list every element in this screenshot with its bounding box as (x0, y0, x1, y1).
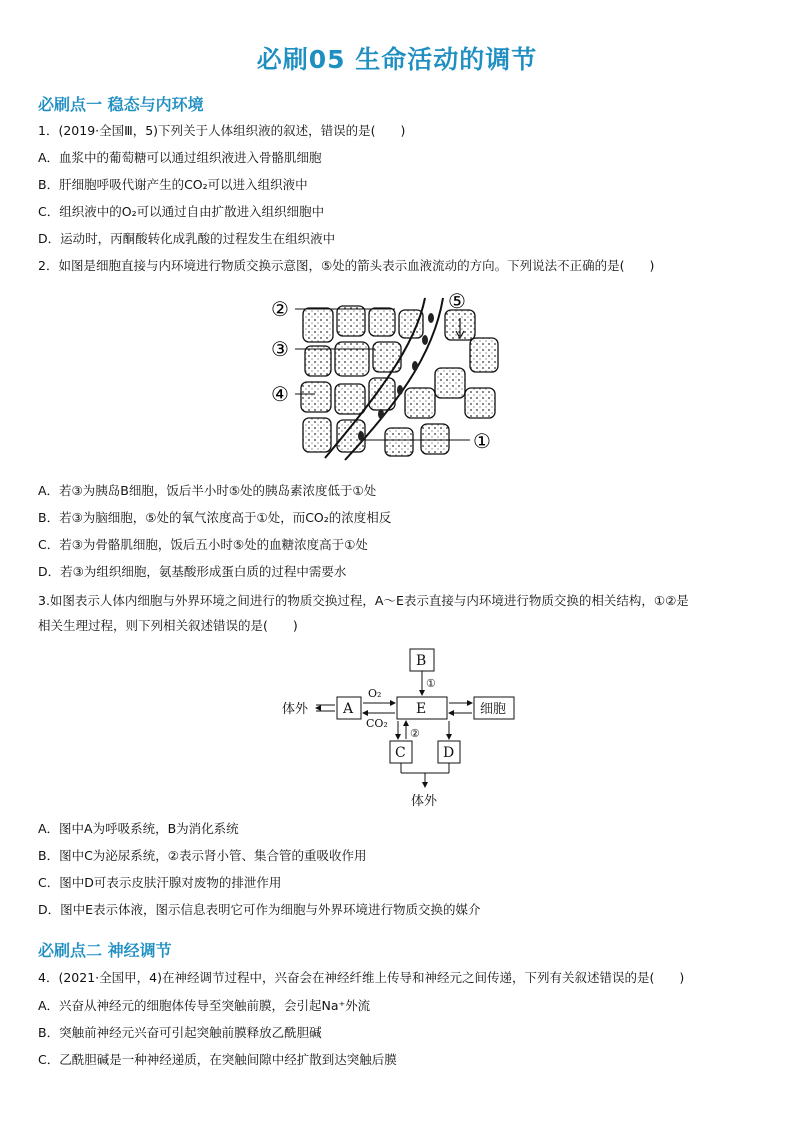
q4-option-c: C．乙酰胆碱是一种神经递质，在突触间隙中经扩散到达突触后膜 (38, 1052, 397, 1067)
cell-label: 细胞 (480, 702, 507, 717)
tissue-cell (421, 424, 449, 454)
label-4: ④ (271, 382, 289, 406)
tissue-cell (373, 342, 401, 372)
tissue-exchange-figure (265, 288, 505, 468)
arrow-head (446, 734, 452, 740)
tissue-cell (303, 418, 331, 452)
q4-option-b: B．突触前神经元兴奋可引起突触前膜释放乙酰胆碱 (38, 1025, 322, 1040)
q3-stem-line1: 3.如图表示人体内细胞与外界环境之间进行的物质交换过程，A～E表示直接与内环境进行物质交换的相关结构，①②是 (38, 593, 689, 608)
tissue-cell (470, 338, 498, 372)
q3-stem-line2: 相关生理过程，则下列相关叙述错误的是( ) (38, 618, 298, 633)
arrow-head (419, 690, 425, 696)
q3-option-d: D．图中E表示体液，图示信息表明它可作为细胞与外界环境进行物质交换的媒介 (38, 902, 481, 917)
arrow-head (448, 710, 454, 716)
arrow-head (395, 734, 401, 740)
q1-option-c: C．组织液中的O₂可以通过自由扩散进入组织细胞中 (38, 204, 325, 219)
co2-label: CO₂ (366, 717, 388, 730)
tissue-cell (335, 342, 369, 376)
q2-option-b: B．若③为脑细胞，⑤处的氧气浓度高于①处，而CO₂的浓度相反 (38, 510, 392, 525)
q4-stem: 4．(2021·全国甲，4)在神经调节过程中，兴奋会在神经纤维上传导和神经元之间传递，下列有关叙述错误的是( ) (38, 970, 685, 985)
q3-option-b: B．图中C为泌尿系统，②表示肾小管、集合管的重吸收作用 (38, 848, 367, 863)
label-1: ① (473, 429, 491, 453)
red-blood-cell (422, 335, 428, 345)
process-2-label: ② (410, 727, 420, 740)
body-outside-label: 体外 (282, 702, 309, 717)
q4-option-a: A．兴奋从神经元的细胞体传导至突触前膜，会引起Na⁺外流 (38, 998, 371, 1013)
red-blood-cell (358, 431, 364, 441)
tissue-cell (465, 388, 495, 418)
tissue-cell (303, 308, 333, 342)
q1-stem: 1．(2019·全国Ⅲ，5)下列关于人体组织液的叙述，错误的是( ) (38, 123, 406, 138)
label-2: ② (271, 297, 289, 321)
q2-option-c: C．若③为骨骼肌细胞，饭后五小时⑤处的血糖浓度高于①处 (38, 537, 368, 552)
tissue-cell (405, 388, 435, 418)
arrow-head (315, 705, 321, 711)
node-c-label: C (395, 745, 406, 761)
exchange-diagram (280, 645, 520, 810)
arrow-head (403, 720, 409, 726)
q1-option-b: B．肝细胞呼吸代谢产生的CO₂可以进入组织液中 (38, 177, 308, 192)
red-blood-cell (412, 361, 418, 371)
arrow-head (390, 700, 396, 706)
red-blood-cell (428, 313, 434, 323)
section-heading-neural: 必刷点二 神经调节 (38, 941, 172, 960)
q2-stem: 2．如图是细胞直接与内环境进行物质交换示意图，⑤处的箭头表示血液流动的方向。下列说法不正确的是( ) (38, 258, 655, 273)
o2-label: O₂ (368, 687, 382, 700)
q2-option-d: D．若③为组织细胞，氨基酸形成蛋白质的过程中需要水 (38, 564, 347, 579)
tissue-cell (369, 308, 395, 336)
red-blood-cell (378, 409, 384, 419)
q3-option-a: A．图中A为呼吸系统，B为消化系统 (38, 821, 239, 836)
node-b-label: B (416, 653, 427, 669)
process-1-label: ① (426, 677, 436, 690)
q1-option-a: A．血浆中的葡萄糖可以通过组织液进入骨骼肌细胞 (38, 150, 322, 165)
node-e-label: E (416, 701, 427, 717)
tissue-cell (301, 382, 331, 412)
arrow-head (467, 700, 473, 706)
q3-option-c: C．图中D可表示皮肤汗腺对废物的排泄作用 (38, 875, 282, 890)
tissue-cell (385, 428, 413, 456)
tissue-cell (337, 306, 365, 336)
red-blood-cell (397, 385, 403, 395)
q1-option-d: D．运动时，丙酮酸转化成乳酸的过程发生在组织液中 (38, 231, 336, 246)
tissue-cell (305, 346, 331, 376)
arrow-head (422, 782, 428, 788)
node-d-label: D (443, 745, 455, 761)
node-a-label: A (343, 701, 354, 717)
label-5: ⑤ (448, 289, 466, 313)
tissue-cell (399, 310, 423, 338)
section-heading-homeostasis: 必刷点一 稳态与内环境 (38, 95, 204, 114)
label-3: ③ (271, 337, 289, 361)
tissue-cell (335, 384, 365, 414)
q2-option-a: A．若③为胰岛B细胞，饭后半小时⑤处的胰岛素浓度低于①处 (38, 483, 377, 498)
body-outside-bottom-label: 体外 (411, 794, 438, 809)
tissue-cell (435, 368, 465, 398)
page-title: 必刷05 生命活动的调节 (256, 45, 538, 74)
arrow-head (362, 710, 368, 716)
